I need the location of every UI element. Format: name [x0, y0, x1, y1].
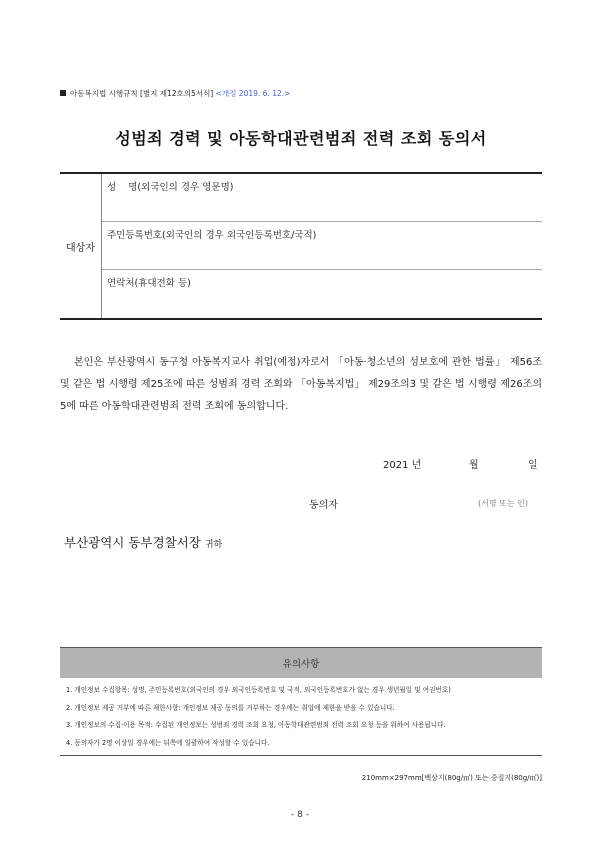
notes-list	[60, 678, 542, 752]
consent-paragraph: 본인은 부산광역시 동구청 아동복지교사 취업(예정)자로서 「아동·청소년의 성보호에 관한 법률」 제56조 및 같은 법 시행령 제25조에 따른 성범죄 경력 조회와 「아동복지법」 제29조의3 및 같은 법 시행령 제26조의5에 따른 아동학대관련범죄 전력 조회에 동의합니다.	[60, 357, 542, 412]
subject-label: 대상자	[60, 174, 102, 318]
notes-section	[60, 647, 542, 756]
document-title: 성범죄 경력 및 아동학대관련범죄 전력 조회 동의서	[115, 129, 487, 148]
resident-number-field-label: 주민등록번호(외국인의 경우 외국인등록번호/국적)	[107, 230, 317, 241]
consenter-label: 동의자	[309, 500, 338, 511]
name-field-label: 성 명(외국인의 경우 영문명)	[107, 182, 234, 193]
notes-title: 유의사항	[60, 647, 542, 678]
note-item: 4. 동의자가 2명 이상일 경우에는 뒤쪽에 일괄하여 작성할 수 있습니다.	[66, 738, 270, 747]
page-number: - 8 -	[291, 810, 309, 820]
note-item: 1. 개인정보 수집항목: 성명, 주민등록번호(외국인의 경우 외국인등록번호 및 국적, 외국인등록번호가 없는 경우 생년월일 및 여권번호)	[66, 686, 451, 694]
note-item: 2. 개인정보 제공 거부에 따른 제한사항: 개인정보 제공 동의를 거부하는 경우에는 취업에 제한을 받을 수 있습니다.	[66, 703, 395, 712]
signature-hint[interactable]: (서명 또는 인)	[478, 499, 528, 508]
addressee	[64, 533, 222, 551]
contact-field-label: 연락처(휴대전화 등)	[107, 278, 191, 289]
revision-date: <개정 2019. 6. 12.>	[215, 89, 291, 98]
addressee-suffix: 귀하	[204, 540, 223, 550]
note-item: 3. 개인정보의 수집·이용 목적: 수집된 개인정보는 성범죄 경력 조회 요청, 아동학대관련범죄 전력 조회 요청 등을 위하여 사용됩니다.	[66, 721, 446, 729]
form-header	[60, 88, 290, 99]
contact-field[interactable]	[102, 270, 542, 318]
date-day[interactable]: 일	[528, 460, 538, 471]
square-bullet-icon	[60, 90, 66, 96]
law-reference: 아동복지법 시행규칙 [별지 제12호의5서식]	[70, 89, 214, 98]
name-field[interactable]	[102, 174, 542, 222]
date-month[interactable]: 월	[469, 460, 479, 471]
subject-info-table	[60, 172, 542, 320]
addressee-name: 부산광역시 동부경찰서장	[64, 535, 201, 550]
resident-number-field[interactable]	[102, 222, 542, 270]
date-year[interactable]: 2021 년	[383, 460, 422, 471]
paper-spec: 210mm×297mm[백상지(80g/㎡) 또는 중질지(80g/㎡)]	[361, 774, 542, 782]
consent-statement	[60, 352, 542, 418]
